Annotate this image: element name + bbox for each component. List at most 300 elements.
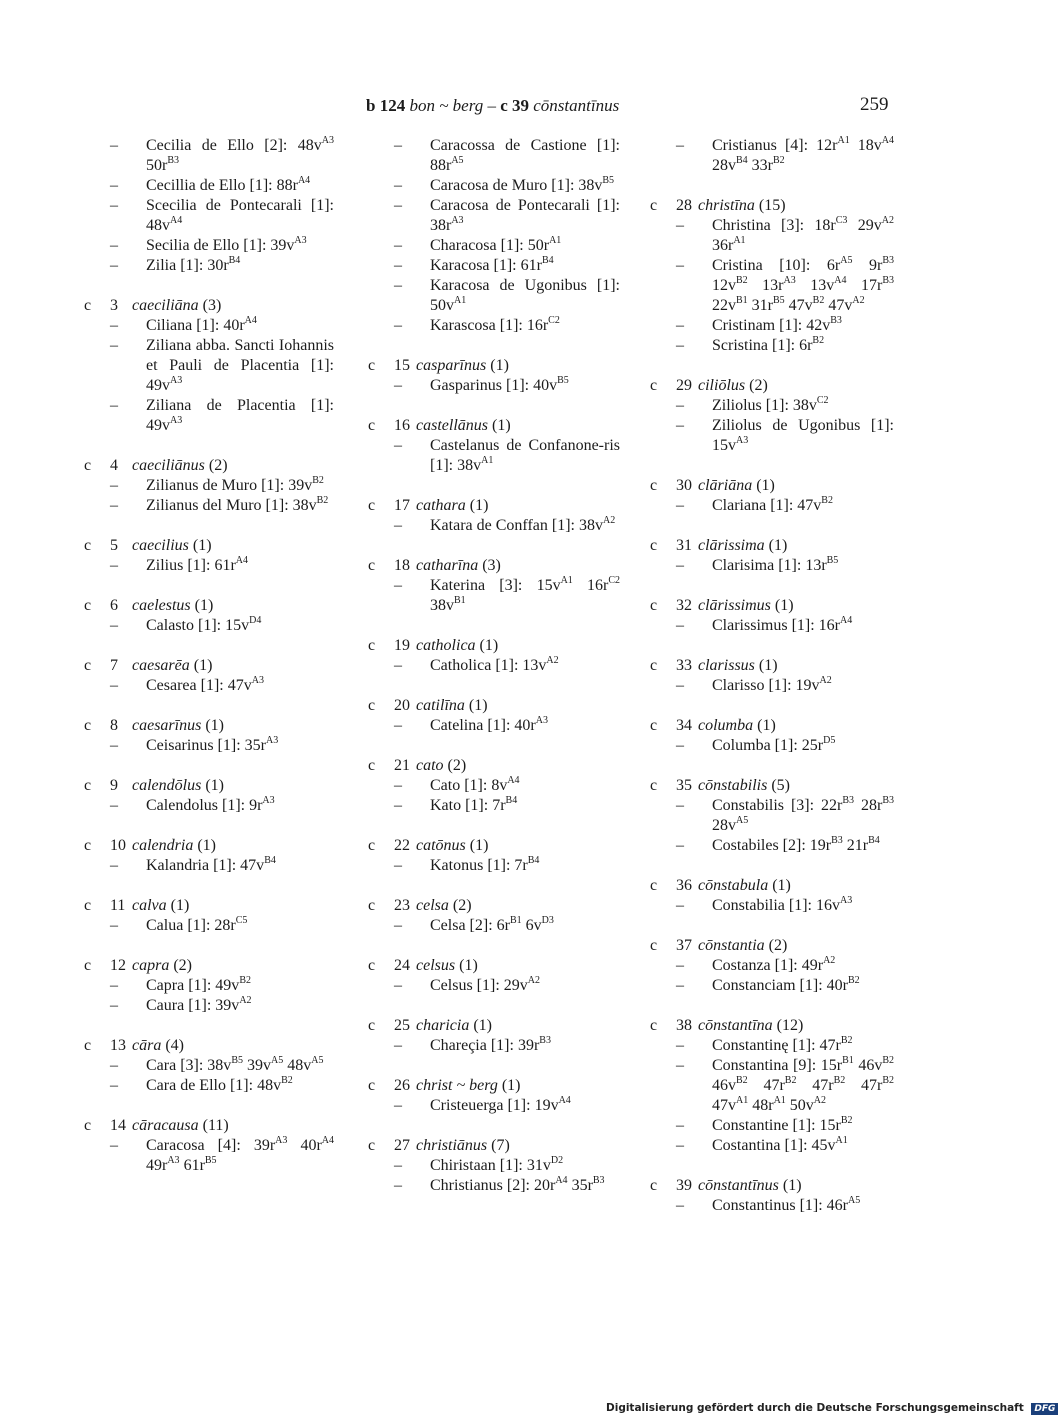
form-text: Cecillia de Ello [1]: 88r [146, 177, 298, 194]
form-text: Constantinus [1]: 46r [712, 1197, 848, 1214]
lemma-text: cōnstantīna [698, 1017, 773, 1034]
attested-form [84, 996, 334, 1016]
index-entry [84, 716, 334, 756]
folio-column-superscript: B5 [773, 295, 785, 306]
folio-column-superscript: A1 [454, 295, 467, 306]
dash-marker: – [676, 977, 684, 994]
folio-column-superscript: C3 [835, 215, 848, 226]
index-entry [84, 136, 334, 276]
dash-marker: – [394, 277, 402, 294]
folio-column-superscript: B3 [882, 255, 895, 266]
entry-letter: c [368, 1077, 376, 1094]
folio-column-superscript: A5 [736, 815, 749, 826]
lemma-text: christīna [698, 197, 755, 214]
index-entry [650, 476, 894, 516]
form-text: Christina [3]: 18r [712, 217, 836, 234]
folio-reference: 35r [567, 1177, 593, 1194]
folio-column-superscript: A3 [167, 1155, 180, 1166]
folio-reference: 47v [712, 1097, 736, 1114]
folio-reference: 47v [784, 297, 813, 314]
entry-letter: c [368, 357, 376, 374]
folio-column-superscript: B3 [592, 1175, 605, 1186]
entry-number: 21 [394, 757, 410, 774]
entry-letter: c [650, 477, 658, 494]
attested-form [84, 316, 334, 336]
attested-form [368, 576, 620, 616]
folio-column-superscript: A3 [451, 215, 464, 226]
lemma-count: (1) [768, 537, 788, 554]
entry-heading [368, 356, 620, 376]
entry-lemma [698, 536, 787, 556]
entry-letter: c [650, 1017, 658, 1034]
dash-marker: – [110, 337, 118, 354]
form-text: Chareçia [1]: 39r [430, 1037, 540, 1054]
entry-letter: c [368, 497, 376, 514]
folio-column-superscript: B3 [882, 795, 895, 806]
folio-column-superscript: A4 [235, 555, 248, 566]
folio-column-superscript: B2 [312, 475, 324, 486]
folio-column-superscript: B2 [882, 1055, 894, 1066]
entry-lemma [698, 596, 794, 616]
index-column-1 [84, 136, 334, 1196]
folio-column-superscript: A3 [535, 715, 548, 726]
entry-number: 16 [394, 417, 410, 434]
attested-form [84, 256, 334, 276]
form-text: Katara de Conffan [1]: 38v [430, 517, 603, 534]
index-entry [84, 1036, 334, 1096]
entry-letter: c [650, 777, 658, 794]
dash-marker: – [394, 577, 402, 594]
lemma-count: (2) [452, 897, 472, 914]
entry-letter: c [368, 557, 376, 574]
form-text: Clarisima [1]: 13r [712, 557, 827, 574]
form-text: Cristinam [1]: 42v [712, 317, 831, 334]
entry-letter: c [368, 837, 376, 854]
form-text: Zilianus del Muro [1]: 38v [146, 497, 317, 514]
entry-lemma [132, 296, 221, 316]
folio-column-superscript: B3 [831, 835, 843, 846]
folio-column-superscript: B2 [784, 1075, 797, 1086]
entry-number: 29 [676, 377, 692, 394]
lemma-count: (2) [749, 377, 768, 394]
lemma-count: (2) [173, 957, 192, 974]
dash-marker: – [676, 417, 684, 434]
attested-form [368, 196, 620, 236]
folio-column-superscript: B4 [736, 155, 748, 166]
funding-footer [606, 1402, 1058, 1415]
form-text: Katerina [3]: 15v [430, 577, 561, 594]
c-reference: c 39 [500, 96, 529, 115]
entry-heading [650, 596, 894, 616]
lemma-count: (11) [202, 1117, 229, 1134]
entry-number: 31 [676, 537, 692, 554]
entry-letter: c [368, 757, 376, 774]
attested-form [84, 856, 334, 876]
dash-marker: – [394, 857, 402, 874]
dash-marker: – [110, 137, 118, 154]
folio-column-superscript: B1 [509, 915, 522, 926]
dash-marker: – [676, 1197, 684, 1214]
entry-letter: c [84, 777, 92, 794]
dash-marker: – [110, 237, 118, 254]
folio-column-superscript: A5 [848, 1195, 861, 1206]
index-entry [650, 776, 894, 856]
lemma-count: (1) [774, 597, 794, 614]
entry-number: 10 [110, 837, 126, 854]
dash-marker: – [394, 517, 402, 534]
index-entry [650, 136, 894, 176]
form-text: Secilia de Ello [1]: 39v [146, 237, 295, 254]
attested-form [368, 316, 620, 336]
folio-column-superscript: A1 [549, 235, 562, 246]
attested-form [650, 216, 894, 256]
entry-letter: c [368, 697, 376, 714]
attested-form [368, 716, 620, 736]
b-range: bon ~ berg [409, 96, 484, 115]
entry-letter: c [650, 377, 658, 394]
entry-lemma [132, 456, 228, 476]
entry-letter: c [368, 1137, 376, 1154]
form-text: Constanciam [1]: 40r [712, 977, 848, 994]
folio-column-superscript: A1 [835, 1135, 848, 1146]
form-text: Constantina [9]: 15r [712, 1057, 843, 1074]
lemma-text: celsa [416, 897, 449, 914]
entry-heading [84, 596, 334, 616]
dash-marker: – [394, 797, 402, 814]
entry-letter: c [84, 1117, 92, 1134]
lemma-count: (4) [165, 1037, 184, 1054]
folio-column-superscript: A1 [837, 135, 850, 146]
folio-column-superscript: B2 [812, 295, 825, 306]
lemma-count: (1) [197, 837, 216, 854]
entry-heading [84, 836, 334, 856]
entry-number: 6 [110, 597, 118, 614]
folio-column-superscript: B2 [316, 495, 329, 506]
entry-lemma [132, 1036, 184, 1056]
folio-reference: 48r [748, 1097, 774, 1114]
entry-heading [84, 776, 334, 796]
folio-reference: 12v [712, 277, 736, 294]
dash-marker: – [394, 317, 402, 334]
form-text: Zilia [1]: 30r [146, 257, 229, 274]
dash-marker: – [110, 977, 118, 994]
entry-letter: c [84, 957, 92, 974]
attested-form [650, 396, 894, 416]
attested-form [84, 236, 334, 256]
attested-form [368, 776, 620, 796]
form-text: Ceisarinus [1]: 35r [146, 737, 266, 754]
folio-column-superscript: B3 [842, 795, 855, 806]
folio-column-superscript: A2 [813, 1095, 827, 1106]
form-text: Celsa [2]: 6r [430, 917, 510, 934]
folio-column-superscript: A2 [239, 995, 252, 1006]
entry-number: 9 [110, 777, 118, 794]
lemma-count: (1) [473, 1017, 492, 1034]
lemma-text: christ ~ berg [416, 1077, 498, 1094]
entry-heading [84, 1116, 334, 1136]
entry-lemma [416, 756, 466, 776]
dash-marker: – [110, 797, 118, 814]
entry-lemma [416, 496, 488, 516]
entry-letter: c [84, 837, 92, 854]
dash-marker: – [110, 1057, 118, 1074]
entry-heading [84, 656, 334, 676]
lemma-text: clarissus [698, 657, 755, 674]
dash-marker: – [394, 137, 402, 154]
index-entry [84, 456, 334, 516]
folio-column-superscript: B2 [847, 975, 860, 986]
lemma-text: ciliōlus [698, 377, 746, 394]
folio-column-superscript: B4 [228, 255, 241, 266]
attested-form [368, 856, 620, 876]
dash-marker: – [110, 997, 118, 1014]
dash-marker: – [110, 397, 118, 414]
lemma-text: columba [698, 717, 754, 734]
form-text: Ciliana [1]: 40r [146, 317, 245, 334]
dash-marker: – [110, 677, 118, 694]
entry-number: 24 [394, 957, 410, 974]
entry-number: 13 [110, 1037, 126, 1054]
entry-letter: c [650, 197, 658, 214]
attested-form [368, 236, 620, 256]
attested-form [650, 136, 894, 176]
entry-heading [368, 1016, 620, 1036]
running-head [366, 96, 619, 116]
dash-marker: – [110, 737, 118, 754]
entry-letter: c [84, 897, 92, 914]
lemma-text: catilīna [416, 697, 465, 714]
entry-letter: c [368, 957, 376, 974]
folio-column-superscript: B2 [736, 1075, 748, 1086]
entry-lemma [698, 476, 775, 496]
lemma-text: caelestus [132, 597, 191, 614]
attested-form [368, 976, 620, 996]
form-text: Caracosa de Muro [1]: 38v [430, 177, 603, 194]
folio-column-superscript: A1 [481, 455, 494, 466]
entry-lemma [132, 896, 189, 916]
lemma-count: (1) [479, 637, 499, 654]
lemma-count: (1) [205, 777, 224, 794]
attested-form [84, 396, 334, 436]
folio-column-superscript: A4 [881, 135, 895, 146]
folio-column-superscript: B3 [830, 315, 842, 326]
entry-number: 26 [394, 1077, 410, 1094]
header-separator: – [487, 96, 496, 115]
index-entry [368, 136, 620, 336]
attested-form [84, 916, 334, 936]
lemma-text: cōnstantia [698, 937, 765, 954]
form-text: Constabilis [3]: 22r [712, 797, 843, 814]
attested-form [650, 316, 894, 336]
dash-marker: – [394, 1157, 402, 1174]
dash-marker: – [394, 1177, 402, 1194]
attested-form [650, 1136, 894, 1156]
attested-form [650, 336, 894, 356]
entry-letter: c [84, 597, 92, 614]
folio-reference: 50v [785, 1097, 814, 1114]
entry-heading [368, 836, 620, 856]
entry-heading [84, 1036, 334, 1056]
attested-form [650, 416, 894, 456]
index-entry [368, 896, 620, 936]
lemma-count: (1) [469, 497, 489, 514]
dash-marker: – [676, 337, 684, 354]
dash-marker: – [676, 497, 684, 514]
dash-marker: – [394, 237, 402, 254]
entry-lemma [132, 776, 224, 796]
entry-lemma [416, 956, 478, 976]
folio-column-superscript: B2 [281, 1075, 293, 1086]
footer-text: Digitalisierung gefördert durch die Deutsche Forschungsgemeinschaft [606, 1402, 1024, 1414]
folio-reference: 46v [853, 1057, 883, 1074]
index-entry [650, 876, 894, 916]
entry-letter: c [84, 1037, 92, 1054]
entry-heading [84, 956, 334, 976]
lemma-count: (1) [758, 657, 778, 674]
attested-form [84, 976, 334, 996]
lemma-text: caeciliānus [132, 457, 205, 474]
form-text: Constabilia [1]: 16v [712, 897, 840, 914]
folio-reference: 47v [824, 297, 853, 314]
entry-lemma [698, 376, 768, 396]
lemma-text: catharīna [416, 557, 479, 574]
lemma-count: (12) [776, 1017, 804, 1034]
entry-number: 3 [110, 297, 118, 314]
folio-column-superscript: B2 [239, 975, 251, 986]
folio-column-superscript: A4 [840, 615, 853, 626]
lemma-text: cāracausa [132, 1117, 199, 1134]
folio-column-superscript: A4 [244, 315, 257, 326]
folio-column-superscript: B2 [840, 1115, 853, 1126]
lemma-text: capra [132, 957, 170, 974]
attested-form [84, 336, 334, 396]
entry-number: 5 [110, 537, 118, 554]
folio-reference: 22v [712, 297, 736, 314]
lemma-text: cāra [132, 1037, 162, 1054]
lemma-text: calendōlus [132, 777, 202, 794]
attested-form [650, 1056, 894, 1116]
form-text: Ziliana abba. Sancti Iohannis et Pauli de Placentia [1]: 49v [146, 337, 334, 394]
entry-heading [650, 936, 894, 956]
entry-lemma [698, 716, 776, 736]
folio-reference: 49r [146, 1157, 168, 1174]
folio-column-superscript: A1 [560, 575, 573, 586]
entry-heading [368, 696, 620, 716]
dash-marker: – [676, 397, 684, 414]
folio-reference: 9r [852, 257, 883, 274]
dash-marker: – [394, 717, 402, 734]
folio-column-superscript: A4 [558, 1095, 571, 1106]
folio-column-superscript: B4 [527, 855, 540, 866]
dash-marker: – [394, 657, 402, 674]
entry-number: 33 [676, 657, 692, 674]
folio-column-superscript: A3 [275, 1135, 288, 1146]
entry-lemma [698, 196, 786, 216]
lemma-count: (1) [193, 657, 213, 674]
folio-column-superscript: B5 [557, 375, 569, 386]
form-text: Kalandria [1]: 47v [146, 857, 265, 874]
entry-lemma [132, 716, 224, 736]
attested-form [84, 616, 334, 636]
entry-letter: c [650, 537, 658, 554]
running-header [0, 94, 1000, 122]
entry-heading [368, 956, 620, 976]
form-text: Cristeuerga [1]: 19v [430, 1097, 559, 1114]
folio-column-superscript: A2 [881, 215, 895, 226]
lemma-text: calendria [132, 837, 194, 854]
attested-form [650, 616, 894, 636]
attested-form [84, 1056, 334, 1076]
lemma-count: (3) [482, 557, 501, 574]
dash-marker: – [676, 137, 684, 154]
entry-letter: c [84, 457, 92, 474]
lemma-count: (1) [469, 837, 489, 854]
entry-lemma [416, 416, 511, 436]
dash-marker: – [110, 857, 118, 874]
dash-marker: – [676, 837, 684, 854]
folio-column-superscript: A3 [321, 135, 334, 146]
folio-reference: 29v [847, 217, 882, 234]
folio-reference: 47r [747, 1077, 785, 1094]
dash-marker: – [676, 1037, 684, 1054]
form-text: Zilius [1]: 61r [146, 557, 236, 574]
lemma-text: cōnstabula [698, 877, 769, 894]
folio-column-superscript: A4 [170, 215, 183, 226]
entry-number: 8 [110, 717, 118, 734]
folio-column-superscript: A4 [555, 1175, 568, 1186]
dash-marker: – [110, 497, 118, 514]
folio-column-superscript: B5 [231, 1055, 243, 1066]
attested-form [650, 1196, 894, 1216]
lemma-count: (1) [757, 717, 776, 734]
form-text: Clariana [1]: 47v [712, 497, 822, 514]
entry-letter: c [650, 937, 658, 954]
entry-heading [650, 876, 894, 896]
folio-column-superscript: B5 [204, 1155, 217, 1166]
index-entry [368, 756, 620, 816]
entry-lemma [698, 1016, 803, 1036]
page-number: 259 [860, 94, 889, 115]
entry-number: 30 [676, 477, 692, 494]
folio-reference: 13r [747, 277, 784, 294]
entry-letter: c [650, 877, 658, 894]
form-text: Costanza [1]: 49r [712, 957, 824, 974]
folio-reference: 17r [846, 277, 883, 294]
entry-heading [368, 496, 620, 516]
folio-column-superscript: A2 [819, 675, 832, 686]
index-entry [650, 536, 894, 576]
entry-heading [368, 556, 620, 576]
folio-column-superscript: B2 [882, 1075, 895, 1086]
entry-heading [84, 896, 334, 916]
lemma-text: catholica [416, 637, 476, 654]
entry-number: 14 [110, 1117, 126, 1134]
index-entry [650, 1016, 894, 1156]
index-entry [368, 496, 620, 536]
form-text: Catholica [1]: 13v [430, 657, 547, 674]
folio-reference: 33r [747, 157, 773, 174]
dash-marker: – [110, 197, 118, 214]
entry-heading [84, 296, 334, 316]
entry-number: 25 [394, 1017, 410, 1034]
entry-letter: c [650, 1177, 658, 1194]
entry-letter: c [368, 637, 376, 654]
form-text: Cristina [10]: 6r [712, 257, 841, 274]
dash-marker: – [676, 797, 684, 814]
form-text: Katonus [1]: 7r [430, 857, 528, 874]
attested-form [368, 376, 620, 396]
folio-column-superscript: B5 [826, 555, 839, 566]
